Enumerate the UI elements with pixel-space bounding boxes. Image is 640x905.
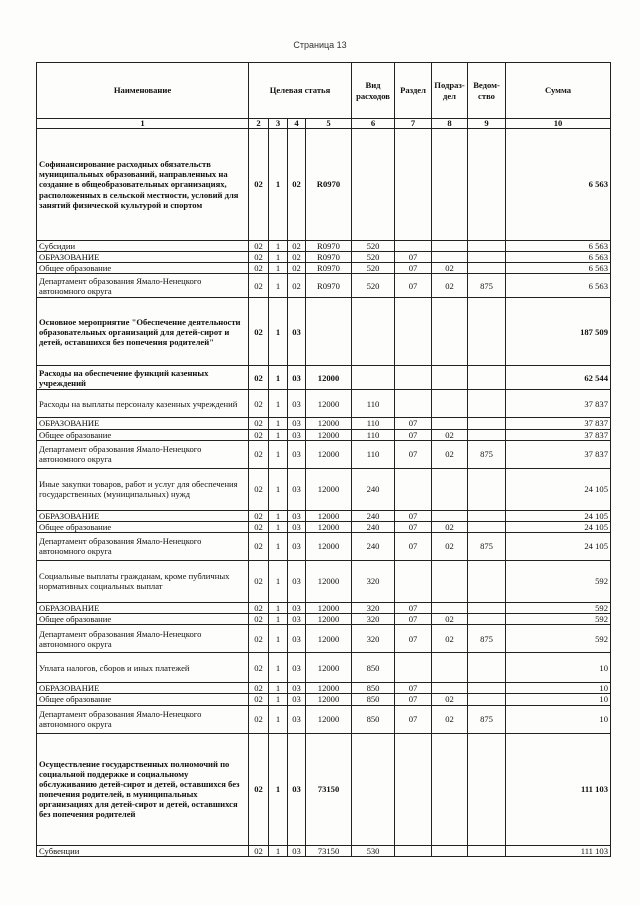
- cell-target-code: R0970: [306, 274, 352, 298]
- cell-section: 07: [395, 694, 432, 705]
- cell-target-subprogram: 1: [269, 683, 288, 694]
- cell-target-subprogram: 1: [269, 263, 288, 274]
- cell-target-program: 02: [249, 390, 269, 418]
- cell-name: Социальные выплаты гражданам, кроме публичных нормативных социальных выплат: [37, 560, 249, 602]
- cell-department: 875: [468, 705, 506, 733]
- table-row: [37, 418, 611, 429]
- cell-subsection: 02: [432, 263, 468, 274]
- table-row: [37, 532, 611, 560]
- cell-target-program: 02: [249, 429, 269, 440]
- column-number: 5: [306, 119, 352, 129]
- cell-target-program: 02: [249, 440, 269, 468]
- cell-target-event: 02: [288, 263, 306, 274]
- cell-section: 07: [395, 614, 432, 625]
- cell-department: [468, 468, 506, 510]
- cell-target-program: 02: [249, 532, 269, 560]
- cell-target-program: 02: [249, 366, 269, 390]
- column-number: 1: [37, 119, 249, 129]
- cell-sum: 24 105: [506, 521, 611, 532]
- cell-target-event: 03: [288, 614, 306, 625]
- cell-target-event: 03: [288, 429, 306, 440]
- cell-target-code: 12000: [306, 694, 352, 705]
- cell-target-subprogram: 1: [269, 733, 288, 845]
- cell-section: 07: [395, 418, 432, 429]
- cell-name: ОБРАЗОВАНИЕ: [37, 252, 249, 263]
- cell-department: [468, 521, 506, 532]
- cell-name: Осуществление государственных полномочий по социальной поддержке и социальному обслуживанию детей-сирот и детей, оставшихся без попечения родителей, в муниципальных организациях для детей-сирот и детей, оставшихся без попечения родителей: [37, 733, 249, 845]
- cell-target-code: 12000: [306, 390, 352, 418]
- cell-expense-type: 520: [352, 274, 395, 298]
- cell-target-event: 03: [288, 683, 306, 694]
- cell-subsection: [432, 683, 468, 694]
- cell-expense-type: 110: [352, 390, 395, 418]
- header-sum: Сумма: [506, 63, 611, 119]
- cell-expense-type: 320: [352, 614, 395, 625]
- cell-subsection: [432, 298, 468, 366]
- cell-target-code: 12000: [306, 532, 352, 560]
- cell-target-event: 03: [288, 625, 306, 653]
- cell-department: [468, 241, 506, 252]
- cell-target-event: 03: [288, 390, 306, 418]
- header-department: Ведом-ство: [468, 63, 506, 119]
- table-row: [37, 510, 611, 521]
- cell-target-code: 73150: [306, 733, 352, 845]
- header-section: Раздел: [395, 63, 432, 119]
- table-row: [37, 694, 611, 705]
- column-number: 9: [468, 119, 506, 129]
- column-number: 2: [249, 119, 269, 129]
- cell-target-code: 12000: [306, 625, 352, 653]
- cell-target-subprogram: 1: [269, 241, 288, 252]
- cell-target-subprogram: 1: [269, 252, 288, 263]
- cell-target-program: 02: [249, 263, 269, 274]
- cell-name: Департамент образования Ямало-Ненецкого автономного округа: [37, 274, 249, 298]
- cell-target-event: 03: [288, 845, 306, 856]
- cell-department: [468, 683, 506, 694]
- cell-expense-type: 520: [352, 241, 395, 252]
- table-row: [37, 705, 611, 733]
- table-row: [37, 521, 611, 532]
- cell-name: ОБРАЗОВАНИЕ: [37, 510, 249, 521]
- cell-name: Расходы на обеспечение функций казенных учреждений: [37, 366, 249, 390]
- cell-target-subprogram: 1: [269, 298, 288, 366]
- cell-target-subprogram: 1: [269, 429, 288, 440]
- cell-sum: 24 105: [506, 510, 611, 521]
- cell-target-subprogram: 1: [269, 653, 288, 683]
- cell-department: [468, 390, 506, 418]
- page-number: Страница 13: [293, 40, 347, 50]
- cell-department: [468, 129, 506, 241]
- cell-name: ОБРАЗОВАНИЕ: [37, 683, 249, 694]
- table-row: [37, 366, 611, 390]
- cell-name: Департамент образования Ямало-Ненецкого автономного округа: [37, 705, 249, 733]
- cell-subsection: 02: [432, 429, 468, 440]
- cell-target-code: R0970: [306, 252, 352, 263]
- cell-section: 07: [395, 683, 432, 694]
- cell-target-code: 12000: [306, 521, 352, 532]
- cell-section: [395, 241, 432, 252]
- cell-name: Софинансирование расходных обязательств муниципальных образований, направленных на создание в общеобразовательных организациях, расположенных в сельской местности, условий для занятий физической культурой и спортом: [37, 129, 249, 241]
- cell-subsection: [432, 510, 468, 521]
- cell-section: [395, 129, 432, 241]
- cell-target-subprogram: 1: [269, 440, 288, 468]
- cell-target-event: 03: [288, 733, 306, 845]
- cell-target-program: 02: [249, 683, 269, 694]
- cell-subsection: 02: [432, 694, 468, 705]
- cell-target-program: 02: [249, 845, 269, 856]
- cell-target-program: 02: [249, 298, 269, 366]
- cell-target-code: 12000: [306, 560, 352, 602]
- cell-department: [468, 418, 506, 429]
- cell-department: [468, 694, 506, 705]
- cell-target-code: 73150: [306, 845, 352, 856]
- cell-section: 07: [395, 625, 432, 653]
- cell-target-subprogram: 1: [269, 521, 288, 532]
- cell-target-program: 02: [249, 418, 269, 429]
- cell-expense-type: 850: [352, 694, 395, 705]
- cell-target-program: 02: [249, 694, 269, 705]
- cell-name: Субвенции: [37, 845, 249, 856]
- cell-expense-type: 520: [352, 263, 395, 274]
- table-row: [37, 274, 611, 298]
- cell-name: Субсидии: [37, 241, 249, 252]
- cell-name: Департамент образования Ямало-Ненецкого автономного округа: [37, 440, 249, 468]
- cell-subsection: [432, 366, 468, 390]
- cell-section: [395, 845, 432, 856]
- cell-name: ОБРАЗОВАНИЕ: [37, 418, 249, 429]
- cell-sum: 62 544: [506, 366, 611, 390]
- table-row: [37, 845, 611, 856]
- cell-department: [468, 263, 506, 274]
- cell-expense-type: 850: [352, 653, 395, 683]
- cell-target-subprogram: 1: [269, 705, 288, 733]
- cell-subsection: 02: [432, 521, 468, 532]
- cell-target-subprogram: 1: [269, 274, 288, 298]
- cell-target-code: 12000: [306, 683, 352, 694]
- column-number-row: [37, 119, 611, 129]
- cell-target-event: 03: [288, 440, 306, 468]
- header-name: Наименование: [37, 63, 249, 119]
- cell-sum: 592: [506, 560, 611, 602]
- table-row: [37, 241, 611, 252]
- cell-sum: 111 103: [506, 845, 611, 856]
- cell-target-program: 02: [249, 241, 269, 252]
- cell-target-event: 03: [288, 560, 306, 602]
- cell-target-code: 12000: [306, 653, 352, 683]
- cell-subsection: 02: [432, 705, 468, 733]
- cell-target-program: 02: [249, 602, 269, 613]
- cell-target-event: 03: [288, 532, 306, 560]
- column-number: 7: [395, 119, 432, 129]
- cell-target-event: 03: [288, 510, 306, 521]
- column-number: 6: [352, 119, 395, 129]
- column-number: 3: [269, 119, 288, 129]
- cell-target-event: 02: [288, 274, 306, 298]
- cell-subsection: [432, 468, 468, 510]
- table-row: [37, 733, 611, 845]
- cell-target-subprogram: 1: [269, 532, 288, 560]
- cell-target-event: 03: [288, 694, 306, 705]
- cell-target-code: 12000: [306, 602, 352, 613]
- cell-target-code: R0970: [306, 241, 352, 252]
- cell-target-program: 02: [249, 252, 269, 263]
- cell-subsection: 02: [432, 274, 468, 298]
- cell-sum: 10: [506, 653, 611, 683]
- cell-section: [395, 390, 432, 418]
- cell-section: 07: [395, 440, 432, 468]
- cell-name: Общее образование: [37, 263, 249, 274]
- cell-expense-type: 530: [352, 845, 395, 856]
- cell-expense-type: 320: [352, 625, 395, 653]
- cell-target-program: 02: [249, 560, 269, 602]
- cell-target-program: 02: [249, 733, 269, 845]
- cell-section: [395, 468, 432, 510]
- cell-expense-type: 110: [352, 440, 395, 468]
- table-row: [37, 440, 611, 468]
- cell-target-subprogram: 1: [269, 560, 288, 602]
- cell-expense-type: [352, 733, 395, 845]
- table-row: [37, 390, 611, 418]
- cell-target-event: 02: [288, 252, 306, 263]
- cell-department: 875: [468, 440, 506, 468]
- cell-target-program: 02: [249, 653, 269, 683]
- cell-subsection: [432, 241, 468, 252]
- cell-target-code: 12000: [306, 366, 352, 390]
- cell-sum: 592: [506, 602, 611, 613]
- cell-subsection: [432, 733, 468, 845]
- cell-target-event: 02: [288, 241, 306, 252]
- cell-section: 07: [395, 705, 432, 733]
- cell-name: Департамент образования Ямало-Ненецкого автономного округа: [37, 532, 249, 560]
- cell-department: [468, 252, 506, 263]
- cell-sum: 37 837: [506, 418, 611, 429]
- cell-department: 875: [468, 532, 506, 560]
- cell-target-program: 02: [249, 129, 269, 241]
- table-row: [37, 683, 611, 694]
- cell-expense-type: [352, 129, 395, 241]
- cell-department: [468, 653, 506, 683]
- cell-name: Расходы на выплаты персоналу казенных учреждений: [37, 390, 249, 418]
- cell-department: [468, 733, 506, 845]
- cell-expense-type: 520: [352, 252, 395, 263]
- cell-sum: 24 105: [506, 468, 611, 510]
- cell-sum: 37 837: [506, 429, 611, 440]
- table-row: [37, 602, 611, 613]
- cell-name: Общее образование: [37, 694, 249, 705]
- cell-target-code: 12000: [306, 614, 352, 625]
- cell-expense-type: 240: [352, 532, 395, 560]
- cell-sum: 6 563: [506, 129, 611, 241]
- cell-sum: 6 563: [506, 241, 611, 252]
- cell-target-code: R0970: [306, 263, 352, 274]
- cell-sum: 37 837: [506, 390, 611, 418]
- cell-department: [468, 510, 506, 521]
- cell-target-subprogram: 1: [269, 129, 288, 241]
- cell-section: 07: [395, 429, 432, 440]
- cell-subsection: [432, 602, 468, 613]
- table-row: [37, 429, 611, 440]
- cell-target-event: 03: [288, 521, 306, 532]
- cell-expense-type: [352, 366, 395, 390]
- cell-section: 07: [395, 274, 432, 298]
- cell-target-subprogram: 1: [269, 694, 288, 705]
- cell-target-event: 03: [288, 418, 306, 429]
- cell-section: 07: [395, 252, 432, 263]
- cell-subsection: 02: [432, 440, 468, 468]
- cell-subsection: 02: [432, 625, 468, 653]
- cell-target-subprogram: 1: [269, 845, 288, 856]
- cell-section: 07: [395, 510, 432, 521]
- cell-target-code: 12000: [306, 510, 352, 521]
- cell-target-code: 12000: [306, 418, 352, 429]
- cell-department: 875: [468, 625, 506, 653]
- cell-target-event: 03: [288, 653, 306, 683]
- table-header-row: [37, 63, 611, 119]
- table-row: [37, 252, 611, 263]
- cell-sum: 187 509: [506, 298, 611, 366]
- table-row: [37, 653, 611, 683]
- cell-department: [468, 366, 506, 390]
- cell-section: [395, 560, 432, 602]
- cell-target-event: 03: [288, 602, 306, 613]
- cell-expense-type: 110: [352, 418, 395, 429]
- cell-subsection: [432, 560, 468, 602]
- cell-sum: 10: [506, 683, 611, 694]
- cell-department: [468, 429, 506, 440]
- table-row: [37, 263, 611, 274]
- cell-target-subprogram: 1: [269, 366, 288, 390]
- budget-table: [36, 62, 611, 857]
- cell-expense-type: 240: [352, 468, 395, 510]
- cell-subsection: [432, 129, 468, 241]
- cell-target-event: 03: [288, 705, 306, 733]
- cell-target-subprogram: 1: [269, 418, 288, 429]
- cell-target-program: 02: [249, 510, 269, 521]
- cell-target-code: 12000: [306, 468, 352, 510]
- cell-sum: 592: [506, 614, 611, 625]
- column-number: 10: [506, 119, 611, 129]
- cell-target-event: 02: [288, 129, 306, 241]
- cell-target-event: 03: [288, 298, 306, 366]
- cell-target-subprogram: 1: [269, 468, 288, 510]
- cell-sum: 37 837: [506, 440, 611, 468]
- cell-target-event: 03: [288, 366, 306, 390]
- column-number: 4: [288, 119, 306, 129]
- cell-department: [468, 298, 506, 366]
- cell-section: 07: [395, 521, 432, 532]
- cell-name: Основное мероприятие "Обеспечение деятельности образовательных организаций для детей-сирот и детей, оставшихся без попечения родителей": [37, 298, 249, 366]
- header-expense-type: Вид расходов: [352, 63, 395, 119]
- cell-name: Иные закупки товаров, работ и услуг для обеспечения государственных (муниципальных) нужд: [37, 468, 249, 510]
- table-row: [37, 129, 611, 241]
- cell-expense-type: [352, 298, 395, 366]
- cell-target-event: 03: [288, 468, 306, 510]
- cell-name: Уплата налогов, сборов и иных платежей: [37, 653, 249, 683]
- cell-target-subprogram: 1: [269, 614, 288, 625]
- cell-section: [395, 653, 432, 683]
- cell-subsection: [432, 252, 468, 263]
- header-target-article: Целевая статья: [249, 63, 352, 119]
- cell-sum: 111 103: [506, 733, 611, 845]
- cell-target-code: 12000: [306, 440, 352, 468]
- cell-target-program: 02: [249, 705, 269, 733]
- cell-target-program: 02: [249, 468, 269, 510]
- cell-name: Департамент образования Ямало-Ненецкого автономного округа: [37, 625, 249, 653]
- cell-name: Общее образование: [37, 614, 249, 625]
- cell-subsection: [432, 845, 468, 856]
- table-row: [37, 468, 611, 510]
- table-row: [37, 560, 611, 602]
- header-subsection: Подраз-дел: [432, 63, 468, 119]
- cell-name: Общее образование: [37, 521, 249, 532]
- cell-section: [395, 298, 432, 366]
- cell-subsection: 02: [432, 614, 468, 625]
- cell-section: 07: [395, 532, 432, 560]
- cell-subsection: 02: [432, 532, 468, 560]
- cell-sum: 6 563: [506, 274, 611, 298]
- cell-target-program: 02: [249, 274, 269, 298]
- cell-target-program: 02: [249, 625, 269, 653]
- cell-section: [395, 733, 432, 845]
- cell-section: 07: [395, 602, 432, 613]
- cell-target-subprogram: 1: [269, 602, 288, 613]
- table-row: [37, 614, 611, 625]
- cell-sum: 6 563: [506, 263, 611, 274]
- cell-department: [468, 560, 506, 602]
- cell-subsection: [432, 418, 468, 429]
- cell-target-code: [306, 298, 352, 366]
- cell-sum: 10: [506, 694, 611, 705]
- cell-expense-type: 110: [352, 429, 395, 440]
- cell-department: [468, 845, 506, 856]
- cell-target-subprogram: 1: [269, 510, 288, 521]
- cell-name: ОБРАЗОВАНИЕ: [37, 602, 249, 613]
- table-row: [37, 298, 611, 366]
- cell-expense-type: 240: [352, 521, 395, 532]
- cell-name: Общее образование: [37, 429, 249, 440]
- cell-department: [468, 614, 506, 625]
- cell-sum: 592: [506, 625, 611, 653]
- cell-department: 875: [468, 274, 506, 298]
- cell-subsection: [432, 653, 468, 683]
- cell-expense-type: 320: [352, 602, 395, 613]
- cell-expense-type: 850: [352, 683, 395, 694]
- cell-target-subprogram: 1: [269, 390, 288, 418]
- column-number: 8: [432, 119, 468, 129]
- cell-target-program: 02: [249, 614, 269, 625]
- cell-department: [468, 602, 506, 613]
- cell-sum: 10: [506, 705, 611, 733]
- cell-section: 07: [395, 263, 432, 274]
- table-body: [37, 129, 611, 857]
- cell-target-program: 02: [249, 521, 269, 532]
- cell-sum: 24 105: [506, 532, 611, 560]
- cell-target-code: 12000: [306, 429, 352, 440]
- table-row: [37, 625, 611, 653]
- cell-expense-type: 850: [352, 705, 395, 733]
- cell-subsection: [432, 390, 468, 418]
- cell-section: [395, 366, 432, 390]
- cell-target-code: R0970: [306, 129, 352, 241]
- cell-expense-type: 240: [352, 510, 395, 521]
- cell-sum: 6 563: [506, 252, 611, 263]
- cell-target-subprogram: 1: [269, 625, 288, 653]
- cell-expense-type: 320: [352, 560, 395, 602]
- cell-target-code: 12000: [306, 705, 352, 733]
